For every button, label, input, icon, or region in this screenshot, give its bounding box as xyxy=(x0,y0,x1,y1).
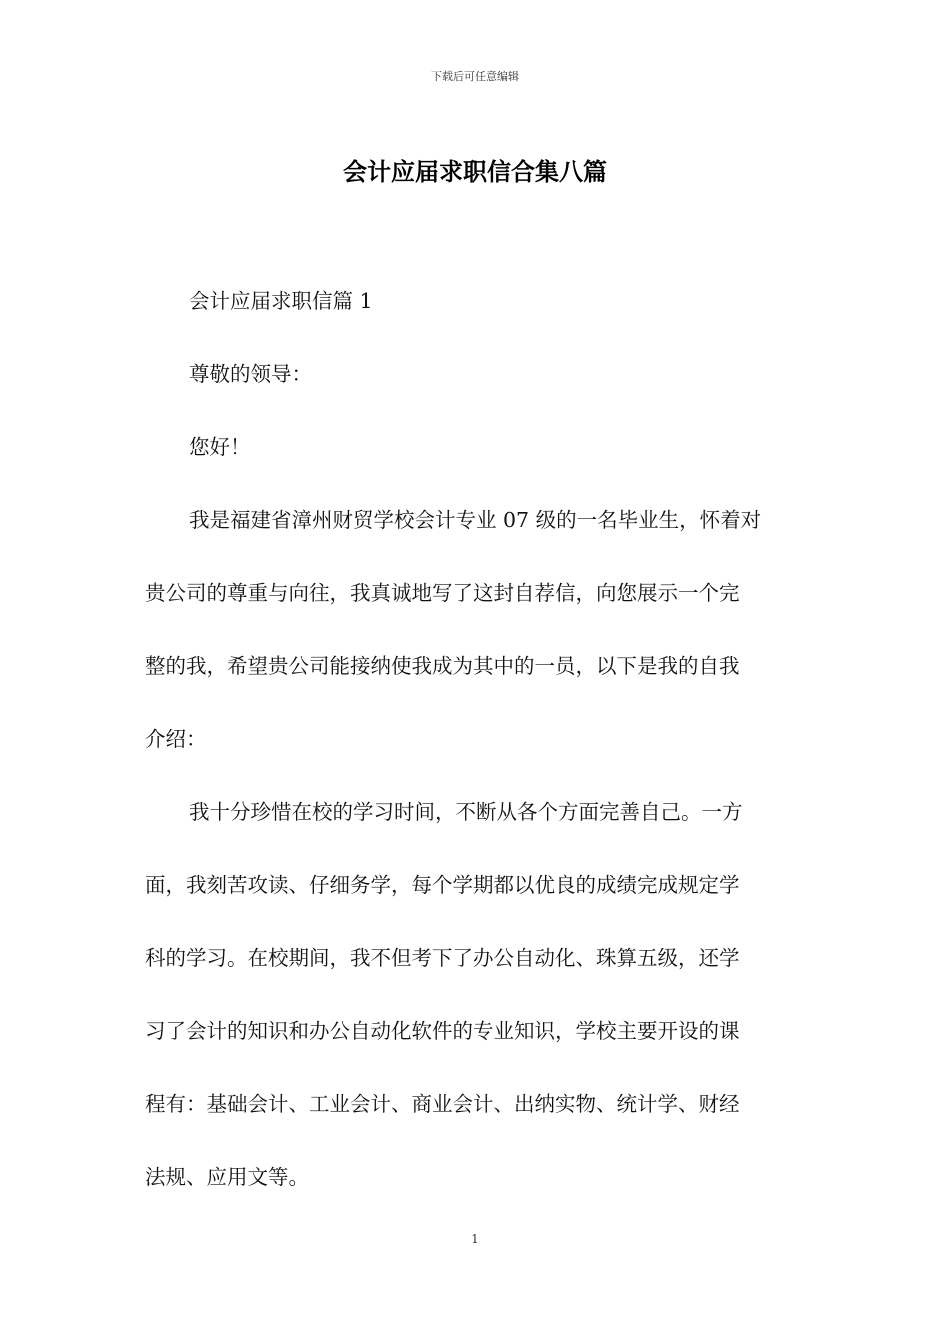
text-line: 整的我，希望贵公司能接纳使我成为其中的一员，以下是我的自我 xyxy=(145,654,740,678)
text-line: 程有：基础会计、工业会计、商业会计、出纳实物、统计学、财经 xyxy=(145,1092,740,1116)
document-title: 会计应届求职信合集八篇 xyxy=(343,157,607,186)
text-line: 科的学习。在校期间，我不但考下了办公自动化、珠算五级，还学 xyxy=(145,946,740,970)
page-number: 1 xyxy=(471,1232,479,1246)
section-heading xyxy=(145,265,849,338)
text-line: 尊敬的领导： xyxy=(189,362,312,386)
paragraph-introduction xyxy=(145,484,805,776)
salutation xyxy=(145,338,849,411)
paragraph-studies xyxy=(145,776,805,1214)
text-line: 我是福建省漳州财贸学校会计专业 07 级的一名毕业生，怀着对 xyxy=(189,508,762,532)
text-line: 法规、应用文等。 xyxy=(145,1165,309,1189)
header-note: 下载后可任意编辑 xyxy=(431,70,519,83)
text-line: 面，我刻苦攻读、仔细务学，每个学期都以优良的成绩完成规定学 xyxy=(145,873,740,897)
text-line: 我十分珍惜在校的学习时间，不断从各个方面完善自己。一方 xyxy=(189,800,743,824)
text-line: 您好！ xyxy=(189,435,251,459)
text-line: 介绍： xyxy=(145,727,207,751)
text-line: 贵公司的尊重与向往，我真诚地写了这封自荐信，向您展示一个完 xyxy=(145,581,740,605)
text-line: 会计应届求职信篇 1 xyxy=(189,289,373,313)
greeting xyxy=(145,411,849,484)
text-line: 习了会计的知识和办公自动化软件的专业知识，学校主要开设的课 xyxy=(145,1019,740,1043)
